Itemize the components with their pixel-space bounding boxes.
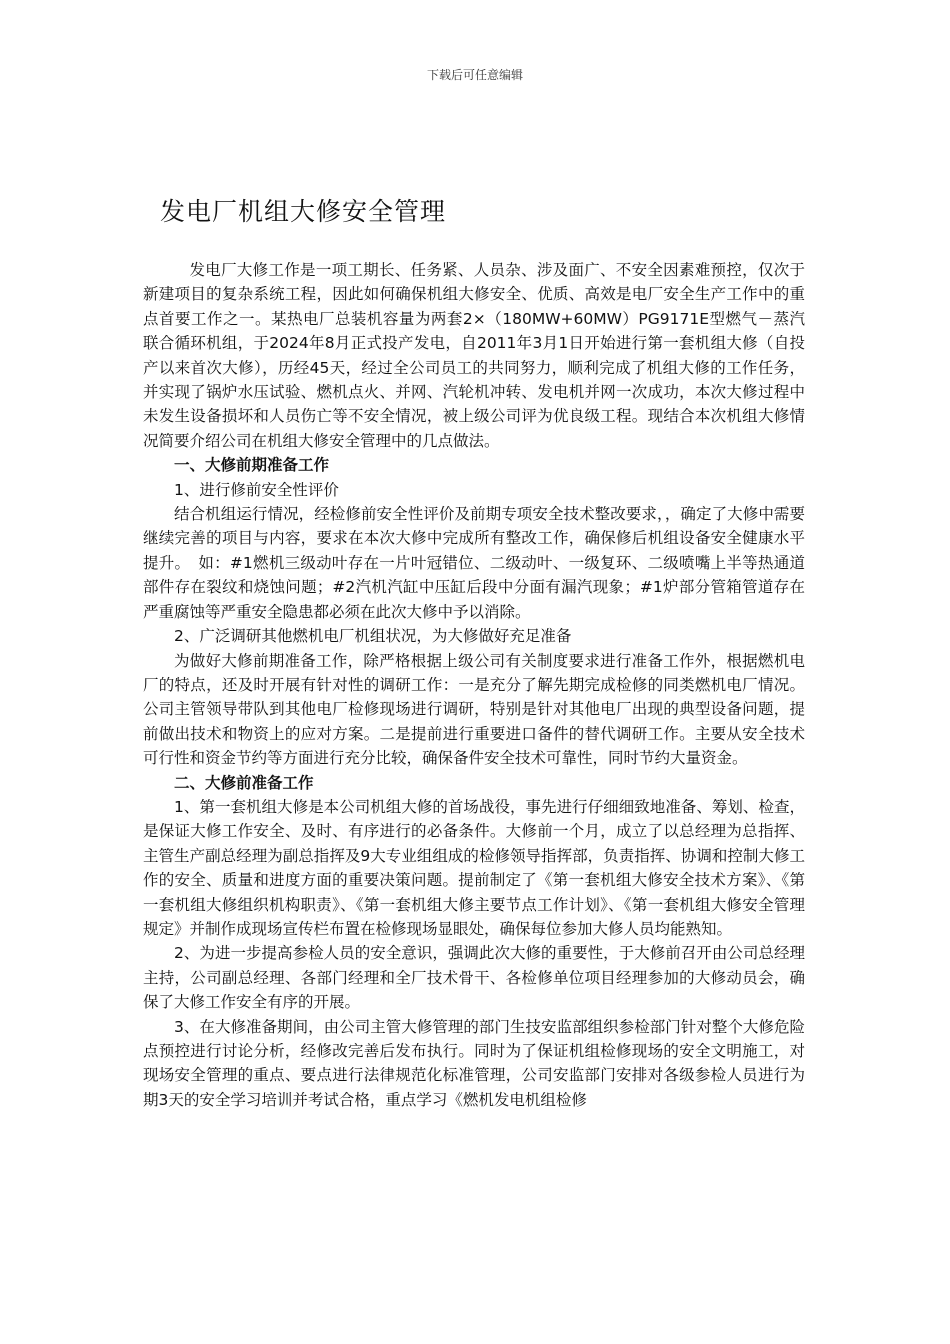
document-title: 发电厂机组大修安全管理	[160, 197, 447, 226]
subheading-1-1: 1、进行修前安全性评价	[174, 480, 339, 499]
document-body	[143, 258, 805, 1112]
subheading-1-2: 2、广泛调研其他燃机电厂机组状况，为大修做好充足准备	[174, 627, 572, 646]
intro-paragraph: 发电厂大修工作是一项工期长、任务紧、人员杂、涉及面广、不安全因素难预控，仅次于新建项目的复杂系统工程，因此如何确保机组大修安全、优质、高效是电厂安全生产工作中的重点首要工作之一。某热电厂总装机容量为两套2×（180MW+60MW）PG9171E型燃气－蒸汽联合循环机组，于2024年8月正式投产发电，自2011年3月1日开始进行第一套机组大修（自投产以来首次大修），历经45天，经过全公司员工的共同努力，顺利完成了机组大修的工作任务，并实现了锅炉水压试验、燃机点火、并网、汽轮机冲转、发电机并网一次成功，本次大修过程中未发生设备损坏和人员伤亡等不安全情况，被上级公司评为优良级工程。现结合本次机组大修情况简要介绍公司在机组大修安全管理中的几点做法。	[143, 261, 805, 450]
section-heading-2: 二、大修前准备工作	[174, 773, 314, 792]
section-heading-1: 一、大修前期准备工作	[174, 456, 330, 475]
paragraph-1-1: 结合机组运行情况，经检修前安全性评价及前期专项安全技术整改要求，，确定了大修中需要继续完善的项目与内容，要求在本次大修中完成所有整改工作，确保修后机组设备安全健康水平提升。 如：#1燃机三级动叶存在一片叶冠错位、二级动叶、一级复环、二级喷嘴上半等热通道部件存在裂纹和烧蚀问题；#2汽机汽缸中压缸后段中分面有漏汽现象；#1炉部分管箱管道存在严重腐蚀等严重安全隐患都必须在此次大修中予以消除。	[143, 505, 805, 621]
paragraph-2-2: 2、为进一步提高参检人员的安全意识，强调此次大修的重要性，于大修前召开由公司总经理主持，公司副总经理、各部门经理和全厂技术骨干、各检修单位项目经理参加的大修动员会，确保了大修工作安全有序的开展。	[143, 944, 805, 1012]
paragraph-2-3: 3、在大修准备期间，由公司主管大修管理的部门生技安监部组织参检部门针对整个大修危险点预控进行讨论分析，经修改完善后发布执行。同时为了保证机组检修现场的安全文明施工，对现场安全管理的重点、要点进行法律规范化标准管理，公司安监部门安排对各级参检人员进行为期3天的安全学习培训并考试合格，重点学习《燃机发电机组检修	[143, 1017, 805, 1109]
paragraph-1-2: 为做好大修前期准备工作，除严格根据上级公司有关制度要求进行准备工作外，根据燃机电厂的特点，还及时开展有针对性的调研工作：一是充分了解先期完成检修的同类燃机电厂情况。公司主管领导带队到其他电厂检修现场进行调研，特别是针对其他电厂出现的典型设备问题，提前做出技术和物资上的应对方案。二是提前进行重要进口备件的替代调研工作。主要从安全技术可行性和资金节约等方面进行充分比较，确保备件安全技术可靠性，同时节约大量资金。	[143, 651, 805, 768]
header-note: 下载后可任意编辑	[426, 68, 523, 82]
paragraph-2-1: 1、第一套机组大修是本公司机组大修的首场战役，事先进行仔细细致地准备、筹划、检查，是保证大修工作安全、及时、有序进行的必备条件。大修前一个月，成立了以总经理为总指挥、主管生产副总经理为副总指挥及9大专业组组成的检修领导指挥部，负责指挥、协调和控制大修工作的安全、质量和进度方面的重要决策问题。提前制定了《第一套机组大修安全技术方案》、《第一套机组大修组织机构职责》、《第一套机组大修主要节点工作计划》、《第一套机组大修安全管理规定》并制作成现场宣传栏布置在检修现场显眼处，确保每位参加大修人员均能熟知。	[143, 797, 805, 938]
